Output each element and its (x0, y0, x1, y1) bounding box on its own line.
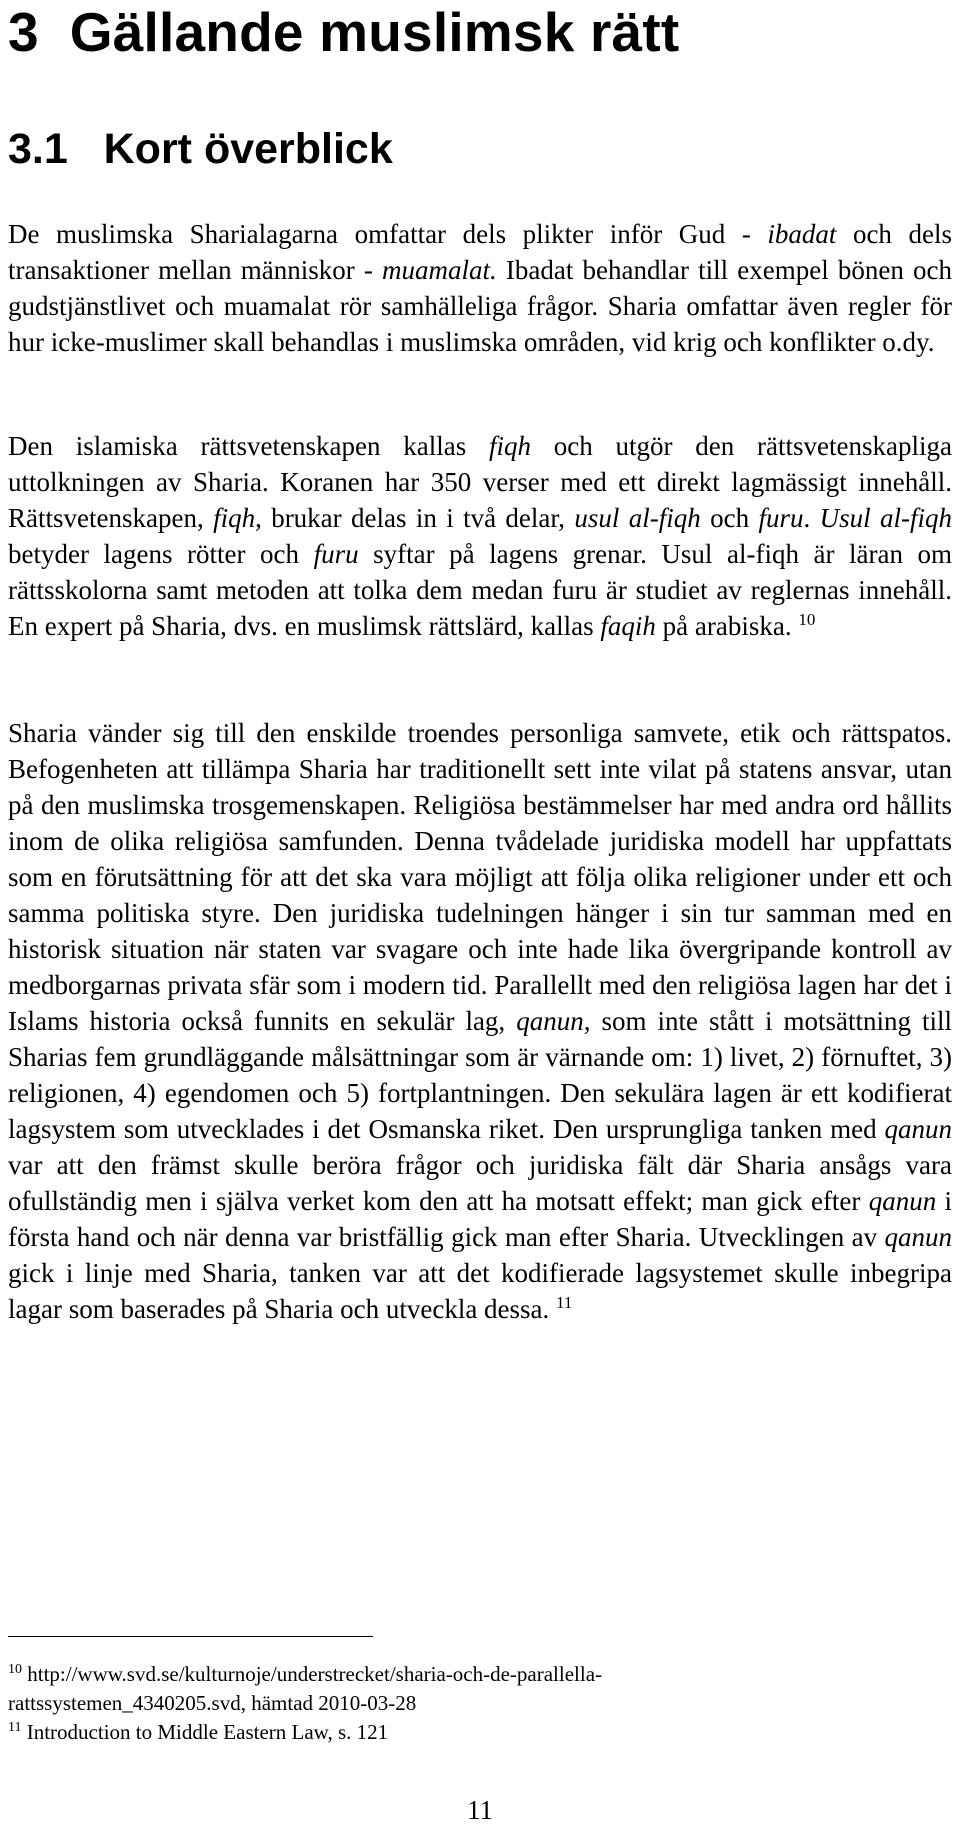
text-run: Den islamiska rättsvetenskapen kallas (8, 431, 489, 461)
emphasis-term: muamalat. (382, 255, 497, 285)
emphasis-term: qanun (884, 1222, 952, 1252)
footnote-url[interactable]: http://www.svd.se/kulturnoje/understrecket/sharia-och-de-parallella- (27, 1662, 603, 1686)
footnote-url-continued: rattssystemen_4340205.svd, hämtad 2010-03-28 (8, 1691, 417, 1715)
emphasis-term: qanun (884, 1114, 952, 1144)
footnote-number: 11 (8, 1720, 22, 1735)
footnote-ref-11[interactable]: 11 (556, 1293, 573, 1312)
chapter-heading (8, 0, 952, 64)
emphasis-term: qanun (868, 1186, 937, 1216)
document-page (8, 0, 953, 1825)
text-run: och (700, 503, 759, 533)
emphasis-term: furu (313, 539, 359, 569)
text-run: . (803, 503, 820, 533)
text-run: Sharia vänder sig till den enskilde troendes personliga samvete, etik och rättspatos. Befogenheten att tillämpa Sharia har traditionellt sett inte vilat på statens ansvar, utan på den muslimska trosgemenskapen. Religiösa bestämmelser har med andra ord hållits inom de olika religiösa samfunden. Denna tvådelade juridiska modell har uppfattats som en förutsättning för att det ska vara möjligt att följa olika religioner under ett och samma politiska styre. Den juridiska tudelningen hänger i sin tur samman med en historisk situation när staten var svagare och inte hade lika övergripande kontroll av medborgarnas privata sfär som i modern tid. Parallellt med den religiösa lagen har det i Islams historia också funnits en sekulär lag, (8, 718, 952, 1036)
text-run: i första hand och när denna var bristfällig gick man efter Sharia. Utvecklingen av (8, 1186, 952, 1252)
section-title: Kort överblick (103, 125, 393, 173)
chapter-title: Gällande muslimsk rätt (69, 1, 680, 63)
paragraph-1 (8, 216, 952, 360)
emphasis-term: usul al-fiqh (574, 503, 701, 533)
emphasis-term: furu (758, 503, 804, 533)
section-number: 3.1 (8, 125, 68, 173)
text-run: betyder lagens rötter och (8, 539, 314, 569)
text-run: , brukar delas in i två delar, (255, 503, 575, 533)
text-run: på arabiska. (655, 611, 792, 641)
footnote-text: Introduction to Middle Eastern Law, s. 121 (26, 1720, 389, 1744)
text-run: syftar på lagens grenar. Usul al-fiqh är läran om rättsskolorna samt metoden att tolka dem medan furu är studiet av reglernas innehåll. En expert på Sharia, dvs. en muslimsk rättslärd, kallas (8, 539, 953, 641)
emphasis-term: fiqh (488, 431, 531, 461)
emphasis-term: ibadat (767, 219, 837, 249)
paragraph-2 (8, 428, 952, 644)
emphasis-term: qanun (516, 1006, 584, 1036)
footnote-number: 10 (8, 1662, 22, 1677)
emphasis-term: faqih (600, 611, 656, 641)
text-run: och dels transaktioner mellan människor - (8, 219, 952, 285)
footnote-11 (8, 1718, 952, 1747)
footnote-ref-10[interactable]: 10 (798, 610, 816, 629)
text-run: gick i linje med Sharia, tanken var att det kodifierade lagsystemet skulle inbegripa lagar som baserades på Sharia och utveckla dessa. (8, 1258, 952, 1324)
text-run: De muslimska Sharialagarna omfattar dels plikter inför Gud - (8, 219, 768, 249)
text-run: , som inte stått i motsättning till Sharias fem grundläggande målsättningar som är värnande om: 1) livet, 2) förnuftet, 3) religionen, 4) egendomen och 5) fortplantningen. Den sekulära lagen är ett kodifierat lagsystem som utvecklades i det Osmanska riket. Den ursprungliga tanken med (8, 1006, 952, 1144)
chapter-number: 3 (8, 1, 39, 63)
text-run: Ibadat behandlar till exempel bönen och gudstjänstlivet och muamalat rör samhälleliga frågor. Sharia omfattar även regler för hur icke-muslimer skall behandlas i muslimska områden, vid krig och konflikter o.dy. (8, 255, 952, 357)
text-run: var att den främst skulle beröra frågor och juridiska fält där Sharia ansågs vara ofullständig men i själva verket kom den att ha motsatt effekt; man gick efter (8, 1150, 952, 1216)
footnote-separator (8, 1636, 373, 1637)
section-heading (8, 124, 393, 174)
page-number: 11 (467, 1795, 493, 1825)
paragraph-3 (8, 715, 952, 1327)
emphasis-term: Usul al-fiqh (819, 503, 953, 533)
text-run: och utgör den rättsvetenskapliga uttolkningen av Sharia. Koranen har 350 verser med ett direkt lagmässigt innehåll. Rättsvetenskapen, (8, 431, 952, 533)
emphasis-term: fiqh (213, 503, 256, 533)
footnotes (8, 1660, 952, 1747)
footnote-10 (8, 1660, 952, 1718)
